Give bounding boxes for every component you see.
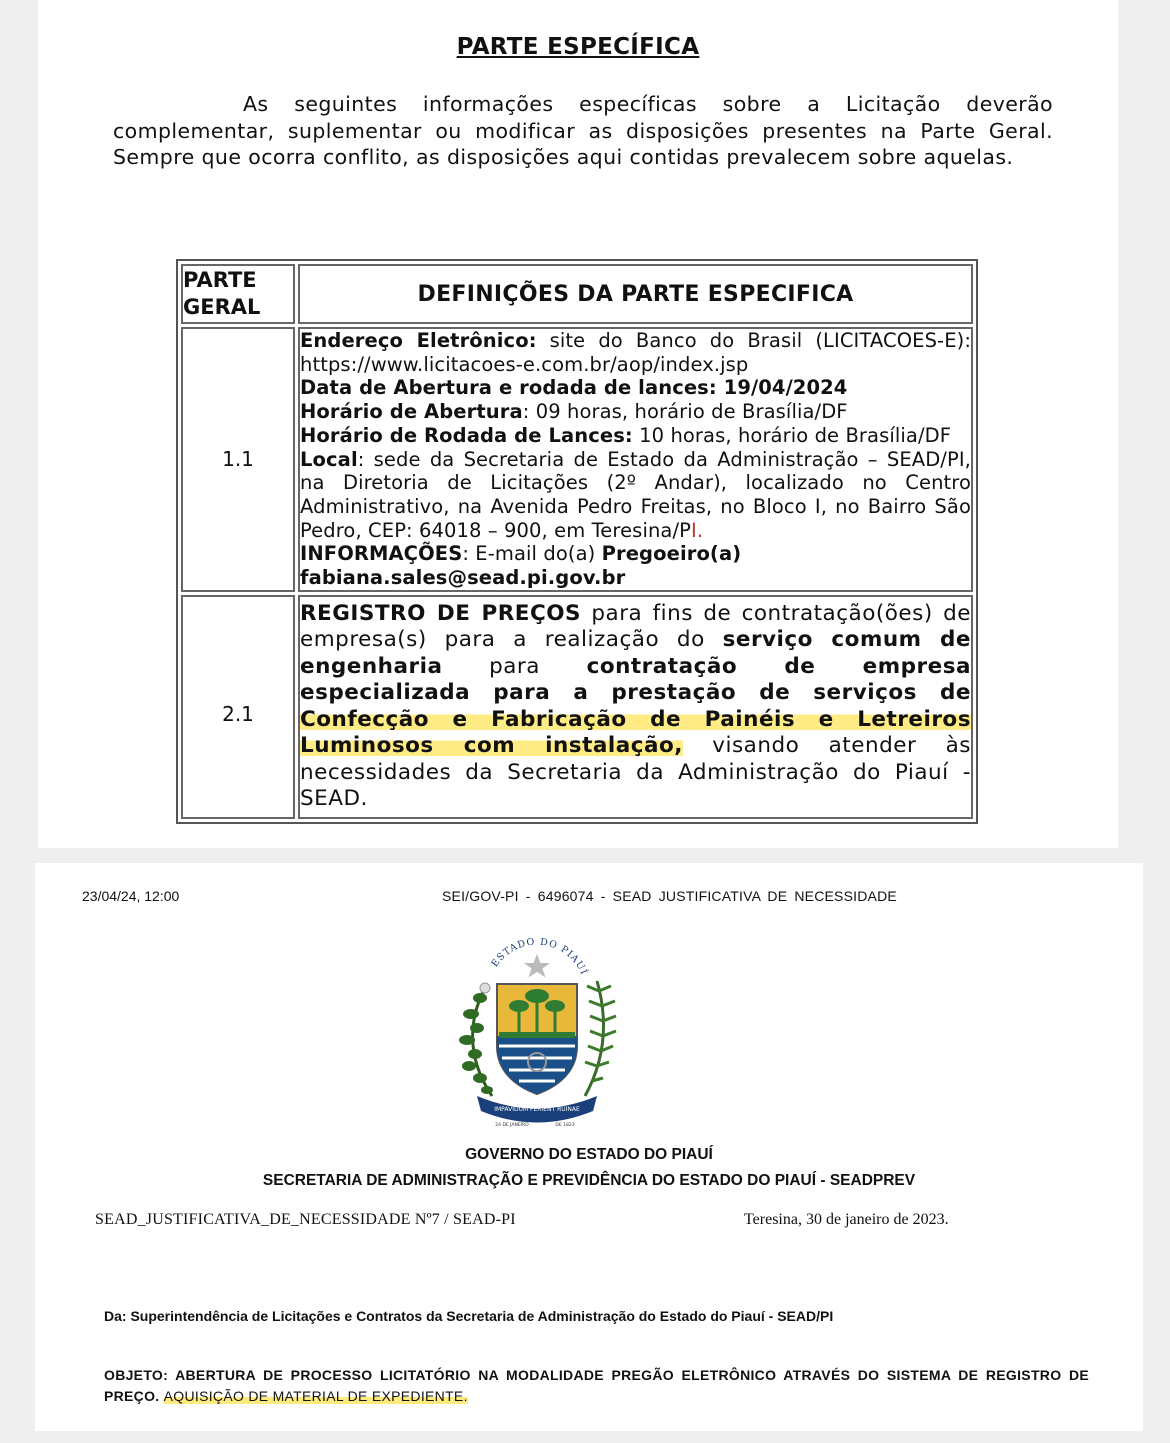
endereco-label: Endereço Eletrônico: xyxy=(300,329,537,352)
objeto-paragraph xyxy=(104,1365,1089,1407)
seal-date-left: 24 DE JANEIRO xyxy=(495,1123,529,1128)
local-end: I. xyxy=(691,518,704,542)
registro-precos: REGISTRO DE PREÇOS xyxy=(300,600,581,626)
svg-text:ESTADO DO PIAUÍ: ESTADO DO PIAUÍ xyxy=(489,936,590,977)
data-abertura: Data de Abertura e rodada de lances: 19/04/2024 xyxy=(300,376,848,400)
print-timestamp: 23/04/24, 12:00 xyxy=(82,888,180,904)
info-value: : E-mail do(a) xyxy=(462,542,602,566)
local-value: : sede da Secretaria de Estado da Administração – SEAD/PI, na Diretoria de Licitações (2º Andar), localizado no Centro Administrativo, na Avenida Pedro Freitas, no Bloco I, no Bairro São Pedro, CEP: 64018 – 900, em Teresina/P xyxy=(300,447,971,542)
local-label: Local xyxy=(300,447,358,471)
horario-rodada-value: 10 horas, horário de Brasília/DF xyxy=(632,423,952,447)
intro-text: As seguintes informações específicas sobre a Licitação deverão complementar, suplementar ou modificar as disposições presentes na Parte Geral. Sempre que ocorra conflito, as disposições aqui contidas prevalecem sobre aquelas. xyxy=(113,92,1053,169)
endereco-value: site do Banco do Brasil (LICITACOES-E): https://www.licitacoes-e.com.br/aop/index.jsp xyxy=(300,329,971,376)
place-and-date: Teresina, 30 de janeiro de 2023. xyxy=(744,1211,949,1228)
header-definicoes: DEFINIÇÕES DA PARTE ESPECIFICA xyxy=(298,264,973,324)
from-line: Da: Superintendência de Licitações e Contratos da Secretaria de Administração do Estado do Piauí - SEAD/PI xyxy=(104,1308,834,1324)
seal-motto: IMPAVIDUM FERIENT RUINAE xyxy=(494,1106,580,1113)
document-page-bottom xyxy=(35,863,1143,1431)
objeto-text: OBJETO: ABERTURA DE PROCESSO LICITATÓRIO NA MODALIDADE PREGÃO ELETRÔNICO ATRAVÉS DO SISTEMA DE REGISTRO DE PREÇO. xyxy=(104,1367,1089,1404)
table-row xyxy=(181,595,973,819)
row-number: 1.1 xyxy=(181,327,295,592)
secretaria-name: SECRETARIA DE ADMINISTRAÇÃO E PREVIDÊNCIA DO ESTADO DO PIAUÍ - SEADPREV xyxy=(262,1172,916,1189)
horario-rodada-label: Horário de Rodada de Lances: xyxy=(300,423,633,447)
government-name: GOVERNO DO ESTADO DO PIAUÍ xyxy=(465,1146,713,1163)
row-definition xyxy=(298,327,973,592)
state-coat-of-arms-icon xyxy=(447,936,627,1136)
objeto-highlight: AQUISIÇÃO DE MATERIAL DE EXPEDIENTE. xyxy=(163,1388,468,1404)
horario-abertura-label: Horário de Abertura xyxy=(300,400,523,424)
sei-header: SEI/GOV-PI - 6496074 - SEAD JUSTIFICATIVA DE NECESSIDADE xyxy=(442,888,897,904)
table-header-row xyxy=(181,264,973,324)
seal-date-right: DE 1823 xyxy=(555,1123,575,1128)
section-title: PARTE ESPECÍFICA xyxy=(456,34,700,60)
row-number: 2.1 xyxy=(181,595,295,819)
contratacao-text: contratação de empresa especializada para a prestação de serviços de xyxy=(300,653,971,706)
horario-abertura-value: : 09 horas, horário de Brasília/DF xyxy=(522,400,848,424)
pregoeiro-email: fabiana.sales@sead.pi.gov.br xyxy=(300,566,626,590)
servico-engenharia: serviço comum de engenharia xyxy=(300,627,972,679)
document-page-top xyxy=(38,0,1118,848)
header-parte-geral: PARTE GERAL xyxy=(181,264,295,324)
pregoeiro-label: Pregoeiro(a) xyxy=(601,542,742,566)
row-definition: REGISTRO DE PREÇOS para fins de contratação(ões) de empresa(s) para a realização do serviço comum de engenharia para contratação de empresa especializada para a prestação de serviços de Confecção e Fabricação de Painéis e Letreiros Luminosos com instalação, visando atender às necessidades da Secretaria da Administração do Piauí - SEAD. xyxy=(298,595,973,819)
intro-paragraph xyxy=(113,91,1053,171)
specification-table xyxy=(176,259,978,824)
document-reference: SEAD_JUSTIFICATIVA_DE_NECESSIDADE Nº7 / SEAD-PI xyxy=(95,1211,516,1228)
info-label: INFORMAÇÕES xyxy=(300,542,463,566)
table-row xyxy=(181,327,973,592)
highlighted-object: Confecção e Fabricação de Painéis e Letreiros Luminosos com instalação, xyxy=(300,706,971,759)
